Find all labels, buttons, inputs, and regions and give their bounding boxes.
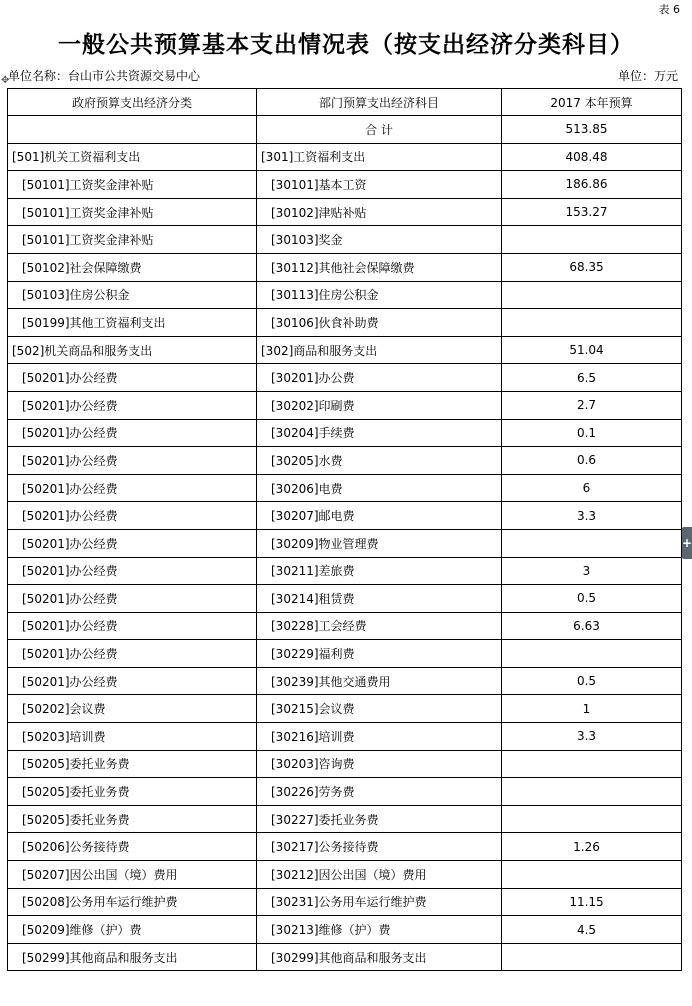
dept-category-cell: [30204]手续费	[257, 419, 502, 447]
budget-value-cell	[502, 750, 682, 778]
total-row	[8, 116, 682, 144]
budget-value-cell: 3	[502, 557, 682, 585]
budget-value-cell	[502, 943, 682, 971]
gov-category-cell: [50103]住房公积金	[8, 281, 257, 309]
table-row	[8, 391, 682, 419]
dept-category-cell: [30216]培训费	[257, 723, 502, 751]
gov-category-cell: [50201]办公经费	[8, 557, 257, 585]
table-row	[8, 778, 682, 806]
dept-category-cell: [30202]印刷费	[257, 391, 502, 419]
table-row	[8, 419, 682, 447]
table-row	[8, 143, 682, 171]
table-row	[8, 750, 682, 778]
dept-category-cell: [30212]因公出国（境）费用	[257, 861, 502, 889]
table-row	[8, 612, 682, 640]
budget-value-cell	[502, 805, 682, 833]
unit-info-row	[0, 67, 692, 85]
budget-value-cell: 0.5	[502, 667, 682, 695]
gov-category-cell: [50207]因公出国（境）费用	[8, 861, 257, 889]
table-row	[8, 640, 682, 668]
dept-category-cell: [30112]其他社会保障缴费	[257, 253, 502, 281]
dept-category-cell: [30106]伙食补助费	[257, 309, 502, 337]
dept-category-cell: [30226]劳务费	[257, 778, 502, 806]
gov-category-cell: [50201]办公经费	[8, 502, 257, 530]
gov-category-cell: [50206]公务接待费	[8, 833, 257, 861]
gov-category-cell: [50102]社会保障缴费	[8, 253, 257, 281]
dept-category-cell: [30231]公务用车运行维护费	[257, 888, 502, 916]
table-row	[8, 226, 682, 254]
budget-value-cell	[502, 529, 682, 557]
dept-category-cell: [30209]物业管理费	[257, 529, 502, 557]
table-row	[8, 888, 682, 916]
dept-category-cell: [30227]委托业务费	[257, 805, 502, 833]
budget-value-cell: 0.6	[502, 447, 682, 475]
dept-category-cell: [30113]住房公积金	[257, 281, 502, 309]
dept-category-cell: [30206]电费	[257, 474, 502, 502]
gov-category-cell: [50299]其他商品和服务支出	[8, 943, 257, 971]
budget-value-cell: 4.5	[502, 916, 682, 944]
budget-value-cell: 1	[502, 695, 682, 723]
budget-table	[7, 88, 682, 971]
dept-category-cell: [30201]办公费	[257, 364, 502, 392]
gov-category-cell: [50205]委托业务费	[8, 778, 257, 806]
gov-category-cell: [50201]办公经费	[8, 640, 257, 668]
table-row	[8, 585, 682, 613]
budget-value-cell: 0.1	[502, 419, 682, 447]
dept-category-cell: [301]工资福利支出	[257, 143, 502, 171]
gov-category-cell: [50202]会议费	[8, 695, 257, 723]
total-empty-cell	[8, 116, 257, 144]
budget-value-cell: 6.5	[502, 364, 682, 392]
header-dept-category: 部门预算支出经济科目	[257, 89, 502, 116]
gov-category-cell: [50205]委托业务费	[8, 750, 257, 778]
table-row	[8, 171, 682, 199]
gov-category-cell: [50101]工资奖金津补贴	[8, 171, 257, 199]
dept-category-cell: [30215]会议费	[257, 695, 502, 723]
unit-name: 单位名称：台山市公共资源交易中心	[8, 69, 201, 83]
gov-category-cell: [50201]办公经费	[8, 585, 257, 613]
gov-category-cell: [50201]办公经费	[8, 391, 257, 419]
budget-value-cell	[502, 640, 682, 668]
gov-category-cell: [50201]办公经费	[8, 447, 257, 475]
table-row	[8, 833, 682, 861]
budget-value-cell: 3.3	[502, 502, 682, 530]
header-gov-category: 政府预算支出经济分类	[8, 89, 257, 116]
dept-category-cell: [30211]差旅费	[257, 557, 502, 585]
dept-category-cell: [30239]其他交通费用	[257, 667, 502, 695]
table-row	[8, 474, 682, 502]
budget-value-cell	[502, 778, 682, 806]
dept-category-cell: [30217]公务接待费	[257, 833, 502, 861]
budget-value-cell: 6.63	[502, 612, 682, 640]
dept-category-cell: [30228]工会经费	[257, 612, 502, 640]
gov-category-cell: [50101]工资奖金津补贴	[8, 226, 257, 254]
budget-value-cell: 153.27	[502, 198, 682, 226]
table-row	[8, 529, 682, 557]
gov-category-cell: [502]机关商品和服务支出	[8, 336, 257, 364]
budget-value-cell: 6	[502, 474, 682, 502]
table-row	[8, 336, 682, 364]
dept-category-cell: [302]商品和服务支出	[257, 336, 502, 364]
table-row	[8, 281, 682, 309]
dept-category-cell: [30299]其他商品和服务支出	[257, 943, 502, 971]
budget-value-cell	[502, 226, 682, 254]
move-handle-icon[interactable]: ✥	[1, 75, 10, 86]
table-row	[8, 253, 682, 281]
gov-category-cell: [50203]培训费	[8, 723, 257, 751]
table-row	[8, 943, 682, 971]
budget-value-cell: 1.26	[502, 833, 682, 861]
gov-category-cell: [50209]维修（护）费	[8, 916, 257, 944]
table-row	[8, 805, 682, 833]
gov-category-cell: [50201]办公经费	[8, 364, 257, 392]
dept-category-cell: [30214]租赁费	[257, 585, 502, 613]
budget-value-cell	[502, 281, 682, 309]
table-row	[8, 695, 682, 723]
header-budget-2017: 2017 本年预算	[502, 89, 682, 116]
table-row	[8, 916, 682, 944]
gov-category-cell: [50101]工资奖金津补贴	[8, 198, 257, 226]
dept-category-cell: [30203]咨询费	[257, 750, 502, 778]
gov-category-cell: [50201]办公经费	[8, 612, 257, 640]
table-row	[8, 667, 682, 695]
table-row	[8, 557, 682, 585]
table-row	[8, 309, 682, 337]
budget-value-cell: 408.48	[502, 143, 682, 171]
table-row	[8, 447, 682, 475]
table-header-row	[8, 89, 682, 116]
budget-value-cell	[502, 309, 682, 337]
dept-category-cell: [30103]奖金	[257, 226, 502, 254]
table-row	[8, 364, 682, 392]
dept-category-cell: [30229]福利费	[257, 640, 502, 668]
budget-value-cell: 3.3	[502, 723, 682, 751]
gov-category-cell: [501]机关工资福利支出	[8, 143, 257, 171]
budget-value-cell: 2.7	[502, 391, 682, 419]
gov-category-cell: [50205]委托业务费	[8, 805, 257, 833]
table-row	[8, 723, 682, 751]
dept-category-cell: [30213]维修（护）费	[257, 916, 502, 944]
gov-category-cell: [50201]办公经费	[8, 419, 257, 447]
budget-value-cell: 11.15	[502, 888, 682, 916]
dept-category-cell: [30205]水费	[257, 447, 502, 475]
sheet-number: 表 6	[658, 3, 680, 16]
budget-value-cell: 68.35	[502, 253, 682, 281]
budget-value-cell	[502, 861, 682, 889]
table-row	[8, 502, 682, 530]
total-label: 合 计	[257, 116, 502, 144]
gov-category-cell: [50199]其他工资福利支出	[8, 309, 257, 337]
total-value: 513.85	[502, 116, 682, 144]
page-title: 一般公共预算基本支出情况表（按支出经济分类科目）	[58, 31, 634, 58]
dept-category-cell: [30207]邮电费	[257, 502, 502, 530]
gov-category-cell: [50201]办公经费	[8, 529, 257, 557]
budget-value-cell: 51.04	[502, 336, 682, 364]
dept-category-cell: [30101]基本工资	[257, 171, 502, 199]
unit-measure: 单位：万元	[617, 69, 678, 83]
table-row	[8, 198, 682, 226]
budget-value-cell: 0.5	[502, 585, 682, 613]
dept-category-cell: [30102]津贴补贴	[257, 198, 502, 226]
gov-category-cell: [50201]办公经费	[8, 667, 257, 695]
table-row	[8, 861, 682, 889]
gov-category-cell: [50208]公务用车运行维护费	[8, 888, 257, 916]
budget-value-cell: 186.86	[502, 171, 682, 199]
expand-tab-icon[interactable]: +	[682, 527, 692, 559]
gov-category-cell: [50201]办公经费	[8, 474, 257, 502]
